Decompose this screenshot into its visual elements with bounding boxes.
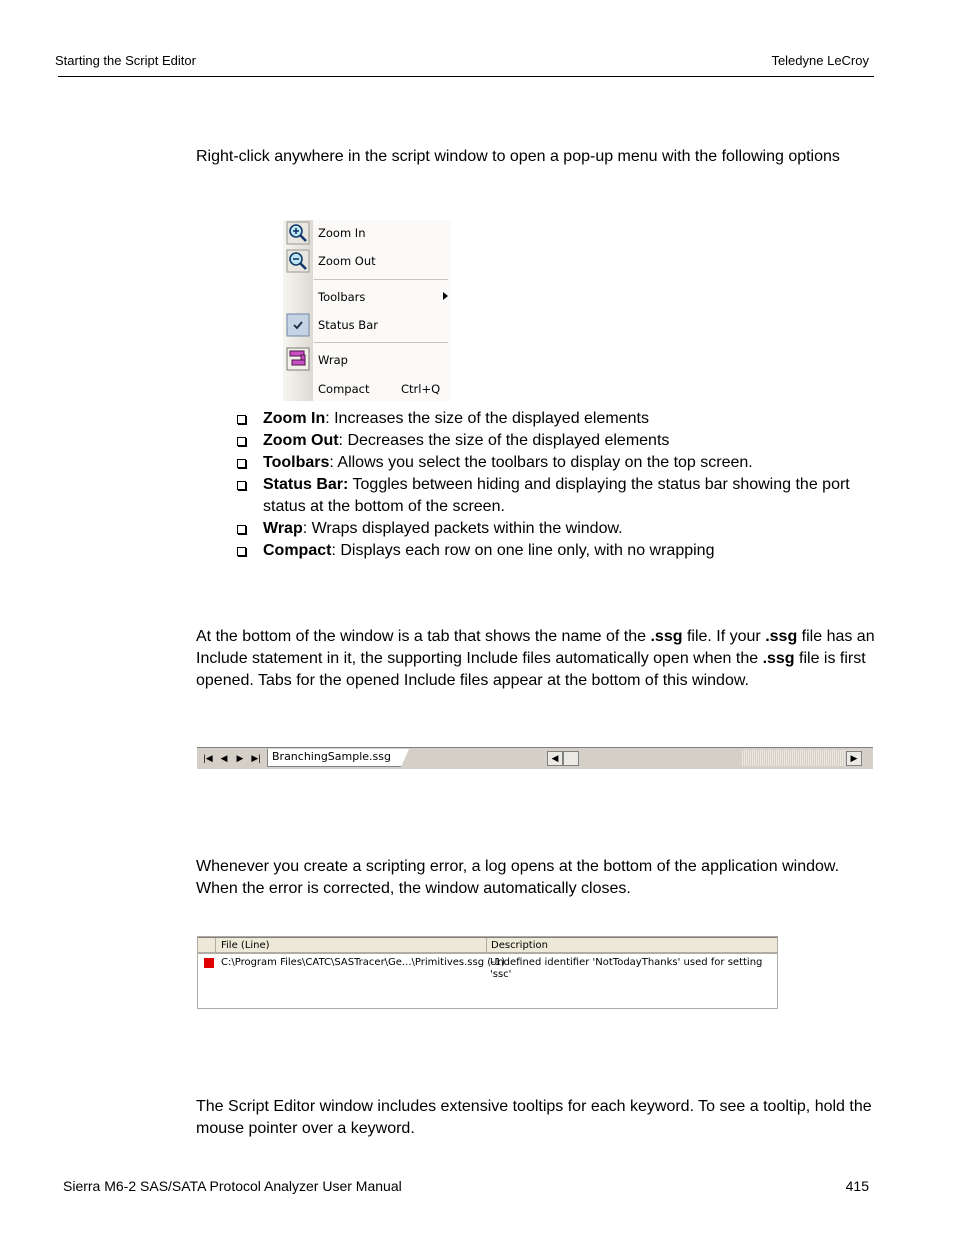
list-item: Toolbars: Allows you select the toolbars to display on the top screen.	[237, 452, 877, 474]
footer-title: Sierra M6-2 SAS/SATA Protocol Analyzer User Manual	[63, 1178, 402, 1194]
menu-item-status-bar[interactable]: Status Bar	[318, 318, 378, 332]
log-header-file[interactable]: File (Line)	[217, 938, 487, 953]
tooltip-paragraph: The Script Editor window includes extensive tooltips for each keyword. To see a tooltip, hold the mouse pointer over a keyword.	[196, 1098, 872, 1137]
checkbox-bullet-icon	[237, 525, 246, 534]
menu-item-toolbars[interactable]: Toolbars	[318, 290, 366, 304]
list-item: Wrap: Wraps displayed packets within the window.	[237, 518, 877, 540]
first-tab-icon[interactable]: |◀	[203, 753, 213, 763]
scroll-thumb[interactable]	[563, 751, 579, 766]
running-header-left: Starting the Script Editor	[55, 53, 196, 68]
log-header	[198, 937, 777, 954]
error-icon	[204, 958, 214, 968]
checkbox-bullet-icon	[237, 415, 246, 424]
menu-icon-gutter	[283, 220, 313, 401]
log-header-description[interactable]: Description	[491, 940, 548, 951]
scroll-right-button[interactable]: ▶	[846, 751, 862, 766]
menu-item-zoom-out[interactable]: Zoom Out	[318, 254, 376, 268]
running-header-right: Teledyne LeCroy	[771, 53, 869, 68]
zoom-out-icon	[286, 249, 310, 273]
list-item: Compact: Displays each row on one line only, with no wrapping	[237, 540, 877, 562]
submenu-arrow-icon	[443, 292, 448, 300]
error-log-window	[197, 936, 778, 1009]
menu-separator	[314, 342, 448, 343]
file-tab[interactable]: BranchingSample.ssg	[267, 749, 401, 767]
error-log-paragraph: Whenever you create a scripting error, a log opens at the bottom of the application window. When the error is corrected, the window automatically closes.	[196, 858, 840, 897]
menu-separator	[314, 279, 448, 280]
list-item: Zoom In: Increases the size of the displayed elements	[237, 408, 877, 430]
checkbox-bullet-icon	[237, 459, 246, 468]
header-rule	[58, 76, 874, 77]
scroll-left-button[interactable]: ◀	[547, 751, 563, 766]
menu-item-wrap[interactable]: Wrap	[318, 353, 348, 367]
log-row-file: C:\Program Files\CATC\SASTracer\Ge...\Primitives.ssg (-1)	[221, 957, 506, 968]
zoom-in-icon	[286, 221, 310, 245]
compact-shortcut: Ctrl+Q	[401, 382, 441, 396]
checkbox-bullet-icon	[237, 437, 246, 446]
menu-item-compact[interactable]: Compact	[318, 382, 370, 396]
menu-options-list	[237, 408, 877, 562]
table-row[interactable]	[198, 957, 777, 980]
last-tab-icon[interactable]: ▶|	[251, 753, 261, 763]
list-item: Status Bar: Toggles between hiding and displaying the status bar showing the port status at the bottom of the screen.	[237, 474, 877, 518]
previous-tab-icon[interactable]: ◀	[220, 753, 228, 763]
log-row-description: Undefined identifier 'NotTodayThanks' used for setting 'ssc'	[490, 957, 763, 980]
tab-paragraph: At the bottom of the window is a tab that shows the name of the .ssg file. If your .ssg file has an Include statement in it, the supporting Include files automatically open when the .ssg file is first opened. Tabs for the opened Include files appear at the bottom of this window.	[196, 628, 875, 689]
log-header-icon-col[interactable]	[198, 938, 216, 953]
checkbox-bullet-icon	[237, 547, 246, 556]
checkbox-bullet-icon	[237, 481, 246, 490]
page-number: 415	[845, 1178, 869, 1194]
menu-item-zoom-in[interactable]: Zoom In	[318, 226, 366, 240]
check-icon	[286, 313, 310, 337]
context-menu	[283, 220, 451, 401]
scroll-track[interactable]	[742, 750, 862, 766]
intro-paragraph: Right-click anywhere in the script window to open a pop-up menu with the following options	[196, 148, 840, 165]
file-tab-bar	[197, 747, 873, 769]
list-item: Zoom Out: Decreases the size of the displayed elements	[237, 430, 877, 452]
next-tab-icon[interactable]: ▶	[236, 753, 244, 763]
wrap-icon	[286, 347, 310, 371]
